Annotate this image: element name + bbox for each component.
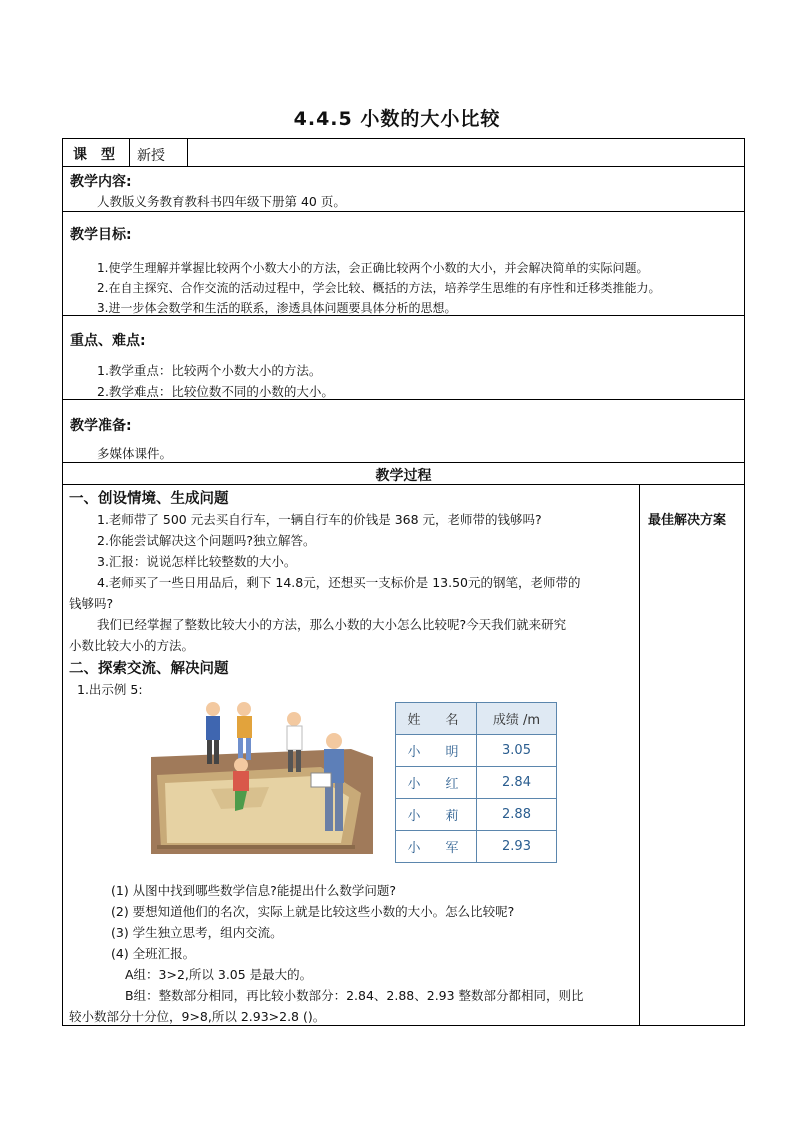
content-row <box>63 167 744 212</box>
objectives-row <box>63 212 744 316</box>
lesson-plan-table <box>62 138 745 1026</box>
section1-line: 小数比较大小的方法。 <box>69 638 195 653</box>
table-row <box>396 799 557 831</box>
preparation-text: 多媒体课件。 <box>97 446 173 461</box>
table-cell: 小 莉 <box>396 799 477 831</box>
objective-item: 2.在自主探究、合作交流的活动过程中，学会比较、概括的方法，培养学生思维的有序性和迁移类推能力。 <box>97 281 661 295</box>
section1-line: 4.老师买了一些日用品后，剩下 14.8元，还想买一支标价是 13.50元的钢笔，老师带的 <box>97 575 581 590</box>
key-point-item: 1.教学重点：比较两个小数大小的方法。 <box>97 363 322 378</box>
side-label: 最佳解决方案 <box>648 513 727 528</box>
section1-line: 1.老师带了 500 元去买自行车，一辆自行车的价钱是 368 元，老师带的钱够吗? <box>97 512 542 527</box>
section1-line: 我们已经掌握了整数比较大小的方法，那么小数的大小怎么比较呢?今天我们就来研究 <box>97 617 567 632</box>
section2-line: (2) 要想知道他们的名次，实际上就是比较这些小数的大小。怎么比较呢? <box>111 904 515 919</box>
type-value: 新授 <box>137 148 165 164</box>
table-header: 姓 名 <box>396 703 477 735</box>
type-row <box>63 139 744 167</box>
long-jump-illustration <box>151 697 373 854</box>
section2-heading: 二、探索交流、解决问题 <box>69 661 229 677</box>
table-cell: 2.93 <box>477 831 557 863</box>
table-header: 成绩 /m <box>477 703 557 735</box>
content-heading: 教学内容: <box>70 174 132 190</box>
example-label: 1.出示例 5: <box>77 682 143 697</box>
objective-item: 3.进一步体会数学和生活的联系，渗透具体问题要具体分析的思想。 <box>97 301 457 315</box>
content-text: 人教版义务教育教科书四年级下册第 40 页。 <box>97 194 346 209</box>
section1-heading: 一、创设情境、生成问题 <box>69 491 229 507</box>
process-header-row <box>63 463 744 485</box>
section2-line: (1) 从图中找到哪些数学信息?能提出什么数学问题? <box>111 883 396 898</box>
table-cell: 小 明 <box>396 735 477 767</box>
section2-line: (4) 全班汇报。 <box>111 946 196 961</box>
preparation-row <box>63 400 744 463</box>
table-header-row <box>396 703 557 735</box>
key-points-heading: 重点、难点: <box>70 333 146 349</box>
preparation-heading: 教学准备: <box>70 418 132 434</box>
type-label: 课 型 <box>73 147 115 163</box>
section1-line: 钱够吗? <box>69 596 114 611</box>
table-cell: 2.84 <box>477 767 557 799</box>
objectives-heading: 教学目标: <box>70 227 132 243</box>
section1-line: 2.你能尝试解决这个问题吗?独立解答。 <box>97 533 316 548</box>
table-cell: 小 红 <box>396 767 477 799</box>
key-points-row <box>63 316 744 400</box>
section2-line: (3) 学生独立思考，组内交流。 <box>111 925 283 940</box>
process-heading: 教学过程 <box>375 468 432 484</box>
table-cell: 3.05 <box>477 735 557 767</box>
table-row <box>396 735 557 767</box>
objective-item: 1.使学生理解并掌握比较两个小数大小的方法，会正确比较两个小数的大小，并会解决简单的实际问题。 <box>97 261 649 275</box>
table-row <box>396 767 557 799</box>
score-table <box>395 702 557 863</box>
table-row <box>396 831 557 863</box>
page-title: 4.4.5 小数的大小比较 <box>293 108 501 130</box>
table-cell: 小 军 <box>396 831 477 863</box>
section1-line: 3.汇报：说说怎样比较整数的大小。 <box>97 554 297 569</box>
section2-line: 较小数部分十分位，9>8,所以 2.93>2.8 ()。 <box>69 1009 326 1024</box>
table-cell: 2.88 <box>477 799 557 831</box>
section2-line: A组：3>2,所以 3.05 是最大的。 <box>125 967 313 982</box>
section2-line: B组：整数部分相同，再比较小数部分：2.84、2.88、2.93 整数部分都相同，则比 <box>125 988 584 1003</box>
key-point-item: 2.教学难点：比较位数不同的小数的大小。 <box>97 384 334 399</box>
